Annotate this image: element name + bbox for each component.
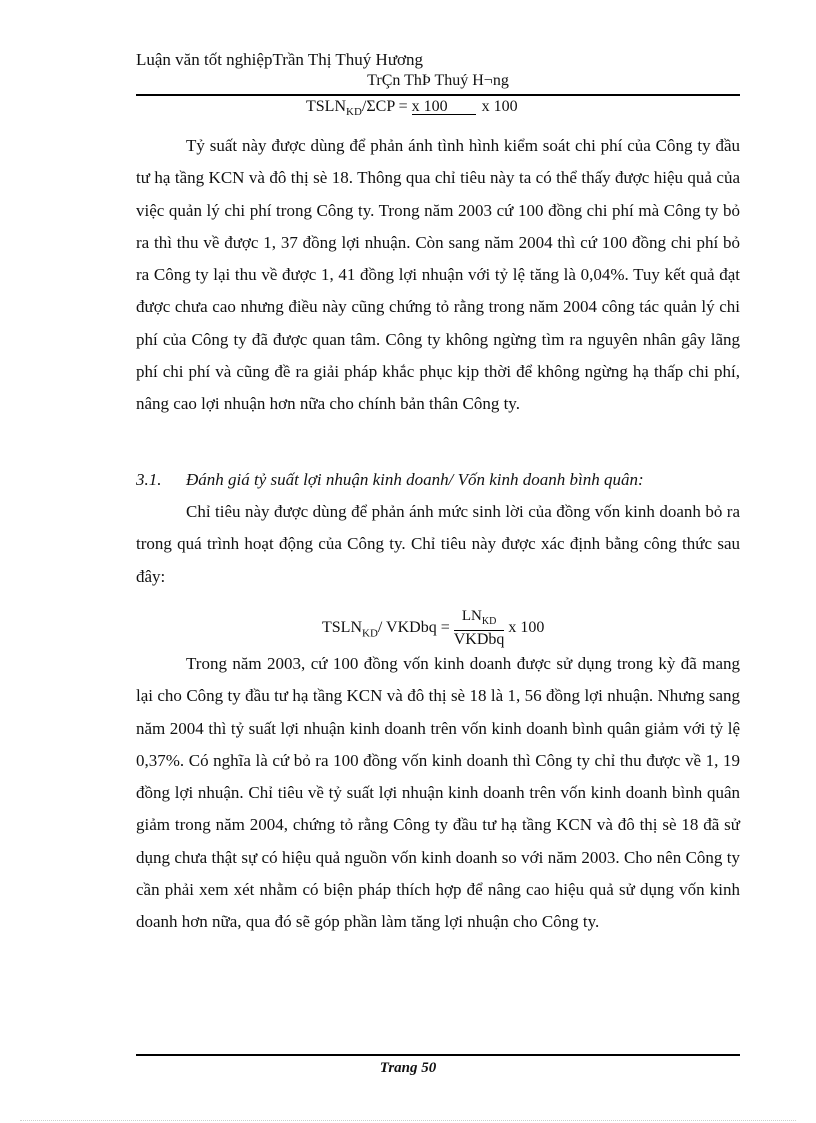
paragraph-indicator-description: Chỉ tiêu này được dùng để phản ánh mức sinh lời của đồng vốn kinh doanh bỏ ra trong quá trình hoạt động của Công ty. Chỉ tiêu này được xác định bằng công thức sau đây:: [136, 502, 740, 586]
page-header-author: TrÇn ThÞ Thuý H¬ng: [367, 72, 509, 89]
formula1-multiplier: x 100: [481, 98, 518, 115]
formula2-numerator: $LN_{KD}$: [454, 608, 505, 631]
formula1-fraction: x 100: [412, 100, 476, 115]
formula2-denominator: VKDbq: [453, 631, 505, 648]
paragraph-capital-analysis: Trong năm 2003, cứ 100 đồng vốn kinh doanh được sử dụng trong kỳ đã mang lại cho Công ty đầu tư hạ tầng KCN và đô thị sè 18 là 1, 56 đồng lợi nhuận. Nhưng sang năm 2004 thì tỷ suất lợi nhuận kinh doanh trên vốn kinh doanh bình quân giảm với tỷ lệ 0,37%. Có nghĩa là cứ bỏ ra 100 đồng vốn kinh doanh thì Công ty chỉ thu được về 1, 19 đồng lợi nhuận. Chỉ tiêu về tỷ suất lợi nhuận kinh doanh trên vốn kinh doanh bình quân giảm trong năm 2004, chứng tỏ rằng Công ty đầu tư hạ tầng KCN và đô thị sè 18 đã sử dụng chưa thật sự có hiệu quả nguồn vốn kinh doanh so với năm 2003. Cho nên Công ty cần phải xem xét nhằm có biện pháp thích hợp để nâng cao hiệu quả sử dụng vốn kinh doanh hơn nữa, qua đó sẽ góp phần làm tăng lợi nhuận cho Công ty.: [136, 654, 740, 932]
formula2-multiplier: x 100: [508, 619, 545, 637]
formula1-lhs-sub: KD: [346, 106, 362, 119]
formula1-lhs-rest: /ΣCP =: [361, 98, 412, 115]
formula2-lhs: TSLN: [322, 619, 362, 637]
formula2-lhs-rest: / VKDbq =: [377, 619, 450, 637]
page-edge-dotted-line: [20, 1120, 796, 1121]
section-number: 3.1.: [136, 470, 162, 489]
formula2-lhs-sub: KD: [362, 627, 378, 640]
footer-rule: [136, 1054, 740, 1056]
section-heading: [136, 470, 644, 490]
section-title: Đánh giá tỷ suất lợi nhuận kinh doanh/ Vốn kinh doanh bình quân:: [186, 470, 644, 489]
page-header-title: Luận văn tốt nghiệpTrần Thị Thuý Hương: [136, 50, 424, 69]
formula-profit-capital-ratio: [322, 608, 544, 649]
formula-profit-cost-ratio: [306, 98, 518, 118]
header-rule: [136, 94, 740, 96]
formula2-fraction: [454, 608, 505, 649]
page-number: Trang 50: [379, 1060, 437, 1076]
paragraph-cost-efficiency: Tỷ suất này được dùng để phản ánh tình hình kiểm soát chi phí của Công ty đầu tư hạ tầng KCN và đô thị sè 18. Thông qua chỉ tiêu này ta có thể thấy được hiệu quả của việc quản lý chi phí trong Công ty. Trong năm 2003 cứ 100 đồng chi phí mà Công ty bỏ ra thì thu về được 1, 37 đồng lợi nhuận. Còn sang năm 2004 thì cứ 100 đồng chi phí bỏ ra Công ty lại thu về được 1, 41 đồng lợi nhuận với tỷ lệ tăng là 0,04%. Tuy kết quả đạt được chưa cao nhưng điều này cũng chứng tỏ rằng trong năm 2004 công tác quản lý chi phí của Công ty đã được quan tâm. Công ty không ngừng tìm ra nguyên nhân gây lãng phí chi phí và cũng đề ra giải pháp khắc phục kịp thời để không ngừng hạ thấp chi phí, nâng cao lợi nhuận hơn nữa cho chính bản thân Công ty.: [136, 136, 740, 414]
formula1-lhs: TSLN: [306, 98, 346, 115]
